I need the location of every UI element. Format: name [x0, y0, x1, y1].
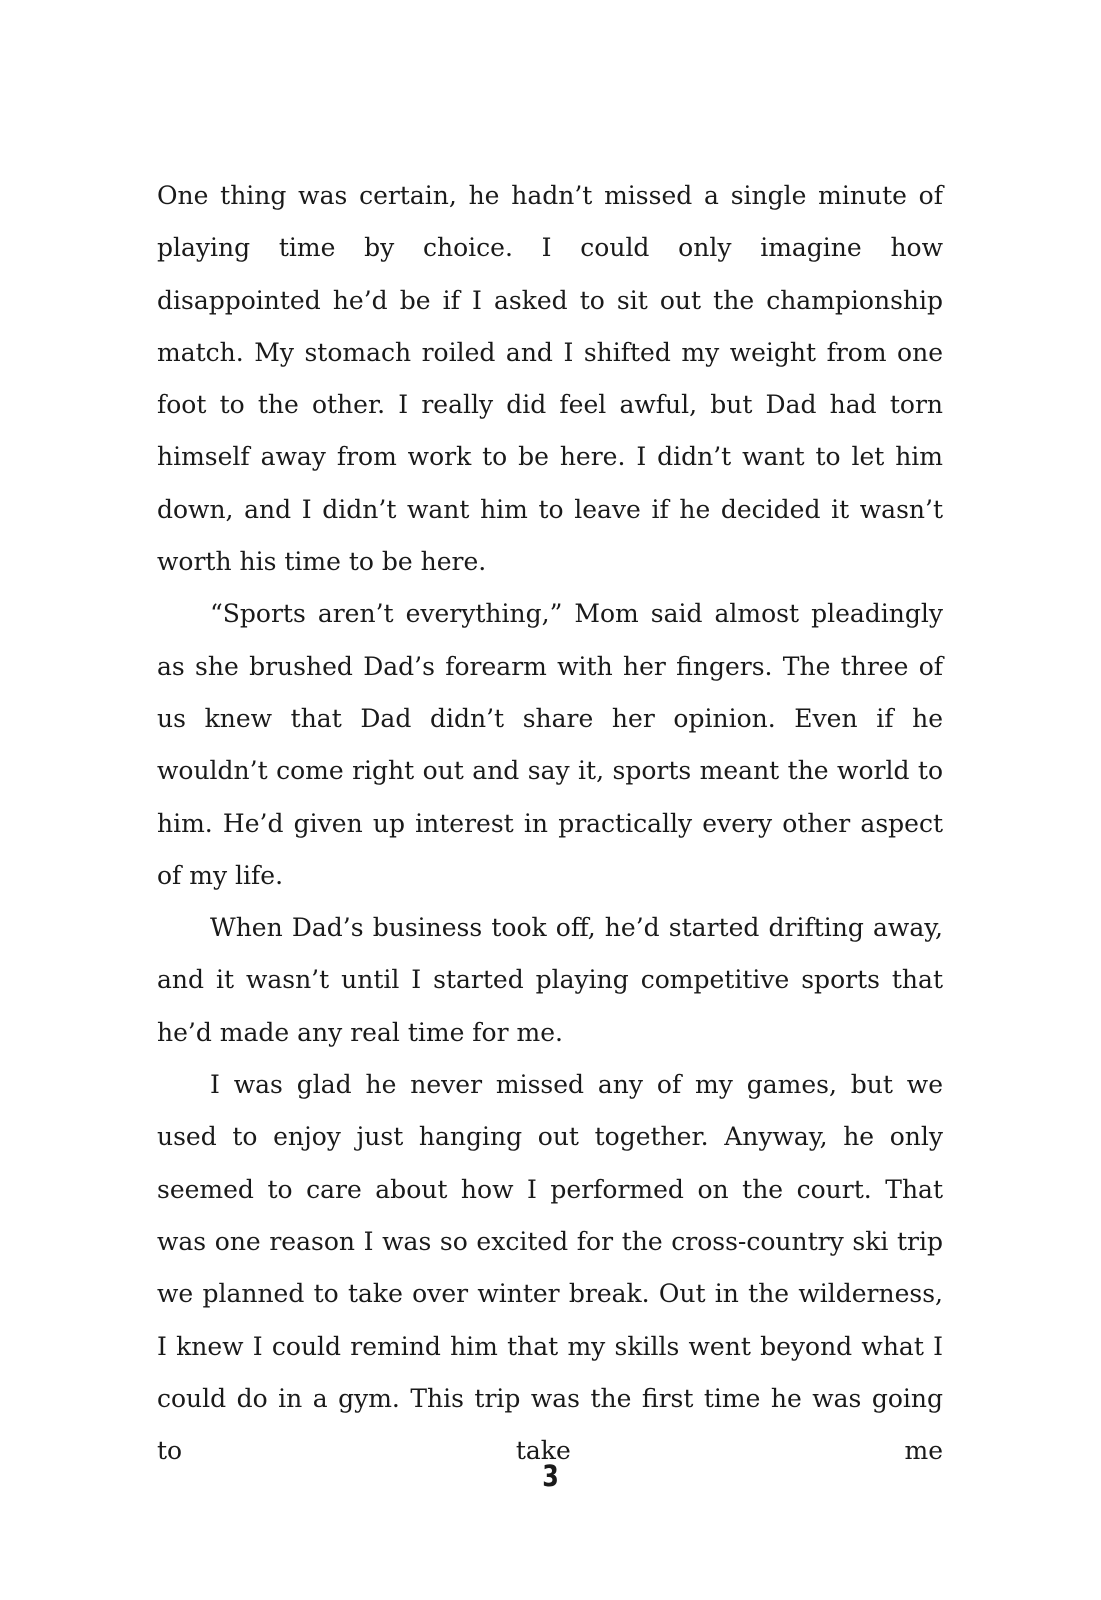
paragraph-3: When Dad’s business took off, he’d started drifting away, and it wasn’t until I started playing competitive sports that he’d made any real time for me. — [157, 913, 943, 1047]
paragraph-2: “Sports aren’t everything,” Mom said almost pleadingly as she brushed Dad’s forearm with her fingers. The three of us knew that Dad didn’t share her opinion. Even if he wouldn’t come right out and say it, sports meant the world to him. He’d given up interest in practically every other aspect of my life. — [157, 599, 943, 890]
paragraph-4: I was glad he never missed any of my games, but we used to enjoy just hanging out together. Anyway, he only seemed to care about how I performed on the court. That was one reason I was so excited for the cross-country ski trip we planned to take over winter break. Out in the wilderness, I knew I could remind him that my skills went beyond what I could do in a gym. This trip was the first time he was going to take me — [157, 1070, 943, 1466]
body-text — [157, 170, 943, 1477]
page-number: 3 — [542, 1459, 559, 1493]
paragraph-1: One thing was certain, he hadn’t missed a single minute of playing time by choice. I could only imagine how disappointed he’d be if I asked to sit out the championship match. My stomach roiled and I shifted my weight from one foot to the other. I really did feel awful, but Dad had torn himself away from work to be here. I didn’t want to let him down, and I didn’t want him to leave if he decided it wasn’t worth his time to be here. — [157, 181, 943, 577]
